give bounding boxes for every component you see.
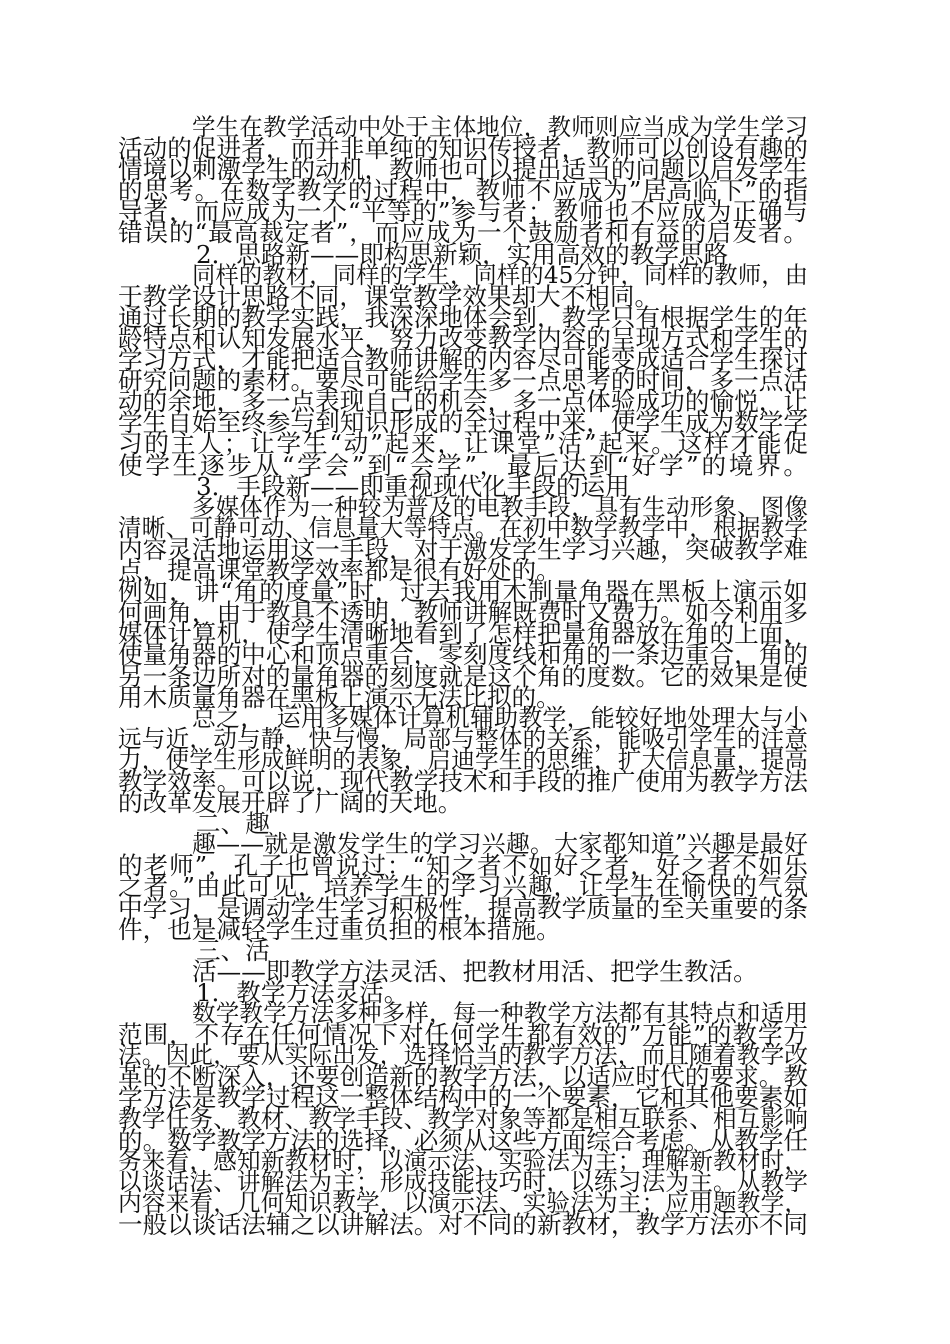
text-line: 活动的促进者，而并非单纯的知识传授者，教师可以创设有趣的 [118, 134, 808, 163]
text-line: 件，也是减轻学生过重负担的根本措施。 [118, 915, 561, 944]
text-line: 学生在教学活动中处于主体地位，教师则应当成为学生学习 [192, 113, 808, 141]
section-heading: 二、趣 [196, 809, 270, 838]
text-line: 错误的“最高裁定者”，而应成为一个鼓励者和有益的启发者。 [118, 218, 808, 247]
text-line: 教学任务、教材、教学手段、教学对象等都是相互联系、相互影响 [118, 1105, 808, 1133]
text-line: 法。因此，要从实际出发，选择恰当的教学方法，而且随着教学改 [118, 1041, 808, 1069]
text-line: 学习方式，才能把适合教师讲解的内容尽可能变成适合学生探讨 [118, 345, 808, 374]
text-line: 通过长期的教学实践，我深深地体会到，教学只有根据学生的年 [118, 303, 808, 332]
text-line: 内容灵活地运用这一手段，对于激发学生学习兴趣，突破教学难 [118, 535, 808, 564]
text-line: 习的主人；让学生“动”起来，让课堂”活”起来。这样才能促 [118, 429, 808, 458]
text-line: 媒体计算机，使学生清晰地看到了怎样把量角器放在角的上面， [118, 619, 808, 648]
text-line: 多媒体作为一种较为普及的电教手段，具有生动形象、图像 [192, 493, 808, 521]
text-line: 的改革发展开辟了广阔的天地。 [118, 788, 463, 817]
text-line: 使量角器的中心和顶点重合，零刻度线和角的一条边重合，角的 [118, 640, 808, 669]
text-line: 的。数学教学方法的选择，必须从这些方面综合考虑。从教学任 [118, 1126, 808, 1155]
text-line: 清晰、可静可动、信息量大等特点。在初中数学教学中，根据教学 [118, 514, 808, 542]
section-heading: 3．手段新——即重视现代化手段的运用 [196, 472, 630, 501]
text-line: 教学效率。可以说，现代教学技术和手段的推广使用为教学方法 [118, 767, 808, 796]
text-line: 于教学设计思路不同，课堂教学效果却大不相同。 [118, 282, 660, 311]
text-line: 使学生逐步从“学会”到“会学”，最后达到“好学”的境界。 [118, 451, 808, 480]
section-heading: 2．思路新——即构思新颖，实用高效的教学思路 [196, 240, 729, 269]
text-line: 导者，而应成为一个“平等的”参与者；教师也不应成为正确与 [118, 197, 808, 226]
text-line: 的思考。在数学教学的过程中，教师不应成为”居高临下”的指 [118, 176, 808, 205]
text-line: 革的不断深入，还要创造新的教学方法，以适应时代的要求。教 [118, 1062, 808, 1091]
text-line: 内容来看，几何知识教学，以演示法、实验法为主；应用题教学， [118, 1189, 808, 1217]
text-line: 例如，讲“角的度量”时，过去我用木制量角器在黑板上演示如 [118, 577, 808, 606]
text-line: 总之， 运用多媒体计算机辅助教学，能较好地处理大与小 [192, 704, 808, 732]
text-line: 之者。”由此可见，培养学生的学习兴趣，让学生在愉快的气氛 [118, 872, 808, 901]
text-line: 一般以谈话法辅之以讲解法。对不同的新教材，教学方法亦不同 [118, 1210, 808, 1239]
text-line: 范围，不存在任何情况下对任何学生都有效的”万能”的教学方 [118, 1020, 808, 1049]
text-line: 点，提高课堂教学效率都是很有好处的。 [118, 556, 561, 585]
text-line: 活——即教学方法灵活、把教材用活、把学生教活。 [192, 957, 758, 986]
text-line: 的老师”，孔子也曾说过：“知之者不如好之者，好之者不如乐 [118, 851, 808, 880]
text-line: 另一条边所对的量角器的刻度就是这个角的度数。它的效果是使 [118, 662, 808, 691]
text-line: 何画角，由于教具不透明，教师讲解既费时又费力。如今利用多 [118, 598, 808, 627]
text-line: 同样的教材，同样的学生，同样的45分钟，同样的教师，由 [192, 262, 808, 289]
text-line: 研究问题的素材。要尽可能给学生多一点思考的时间，多一点活 [118, 366, 808, 395]
text-line: 动的余地，多一点表现自己的机会，多一点体验成功的愉悦，让 [118, 387, 808, 416]
text-line: 情境以刺激学生的动机，教师也可以提出适当的问题以启发学生 [118, 155, 808, 184]
text-line: 趣——就是激发学生的学习兴趣。大家都知道”兴趣是最好 [192, 830, 808, 858]
text-line: 力，使学生形成鲜明的表象，启迪学生的思维，扩大信息量，提高 [118, 746, 808, 774]
text-line: 学方法是教学过程这一整体结构中的一个要素，它和其他要素如 [118, 1083, 808, 1112]
text-line: 远与近，动与静，快与慢，局部与整体的关系，能吸引学生的注意 [118, 725, 808, 753]
text-line: 中学习，是调动学生学习积极性，提高教学质量的至关重要的条 [118, 894, 808, 923]
section-heading: 1．教学方法灵活。 [196, 978, 409, 1007]
text-line: 数学教学方法多种多样，每一种教学方法都有其特点和适用 [192, 999, 808, 1027]
text-line: 龄特点和认知发展水平，努力改变教学内容的呈现方式和学生的 [118, 324, 808, 353]
section-heading: 三、活 [196, 936, 270, 965]
text-line: 用木质量角器在黑板上演示无法比拟的。 [118, 683, 561, 712]
text-line: 学生自始至终参与到知识形成的全过程中来，使学生成为数学学 [118, 408, 808, 437]
text-line: 务来看，感知新教材时，以演示法、实验法为主；理解新教材时， [118, 1147, 808, 1175]
text-line: 以谈话法、讲解法为主；形成技能技巧时，以练习法为主。从教学 [118, 1168, 808, 1196]
